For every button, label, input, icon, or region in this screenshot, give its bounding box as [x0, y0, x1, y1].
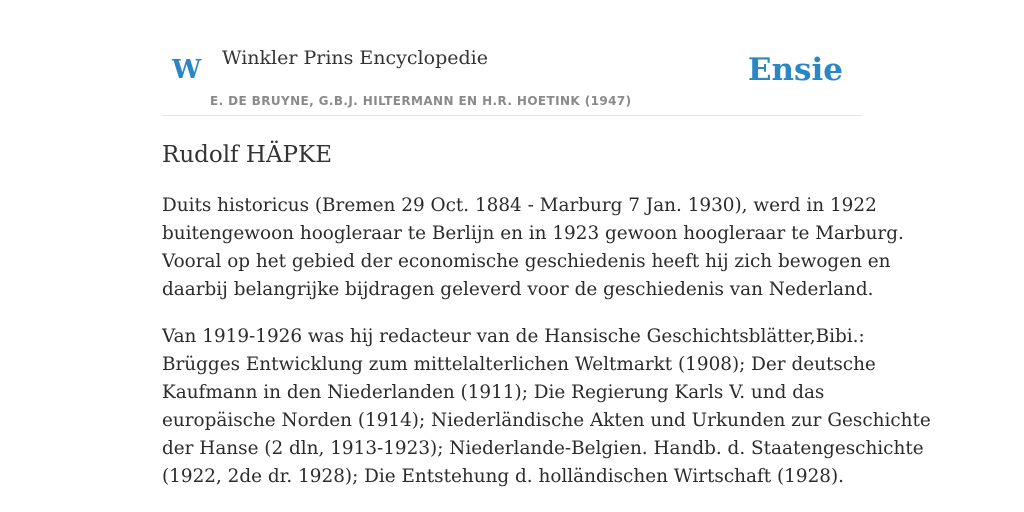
paragraph-line: daarbij belangrijke bijdragen geleverd voor de geschiedenis van Nederland.: [162, 279, 874, 300]
entry-paragraph: [162, 192, 904, 304]
paragraph-line: Brügges Entwicklung zum mittelalterlichen Weltmarkt (1908); Der deutsche: [162, 354, 876, 375]
paragraph-line: Kaufmann in den Niederlanden (1911); Die Regierung Karls V. und das: [162, 382, 825, 403]
entry-title: Rudolf HÄPKE: [162, 142, 332, 168]
paragraph-line: (1922, 2de dr. 1928); Die Entstehung d. holländischen Wirtschaft (1928).: [162, 466, 844, 487]
ensie-logo[interactable]: Ensie: [747, 52, 843, 88]
paragraph-line: Vooral op het gebied der economische geschiedenis heeft hij zich bewogen en: [162, 251, 891, 272]
book-authors: E. DE BRUYNE, G.B.J. HILTERMANN EN H.R. HOETINK (1947): [210, 94, 632, 108]
paragraph-line: buitengewoon hoogleraar te Berlijn en in 1923 gewoon hoogleraar te Marburg.: [162, 223, 904, 244]
paragraph-line: Van 1919-1926 was hij redacteur van de Hansische Geschichtsblätter,Bibi.:: [162, 326, 865, 347]
winkler-prins-logo[interactable]: W: [172, 55, 202, 85]
paragraph-line: der Hanse (2 dln, 1913-1923); Niederlande-Belgien. Handb. d. Staatengeschichte: [162, 438, 924, 459]
paragraph-line: europäische Norden (1914); Niederländische Akten und Urkunden zur Geschichte: [162, 410, 931, 431]
site-header: [162, 0, 862, 116]
page: [162, 0, 931, 512]
book-title-link[interactable]: Winkler Prins Encyclopedie: [222, 47, 488, 69]
paragraph-line: Duits historicus (Bremen 29 Oct. 1884 - Marburg 7 Jan. 1930), werd in 1922: [162, 195, 877, 216]
entry-paragraph: [162, 323, 931, 491]
